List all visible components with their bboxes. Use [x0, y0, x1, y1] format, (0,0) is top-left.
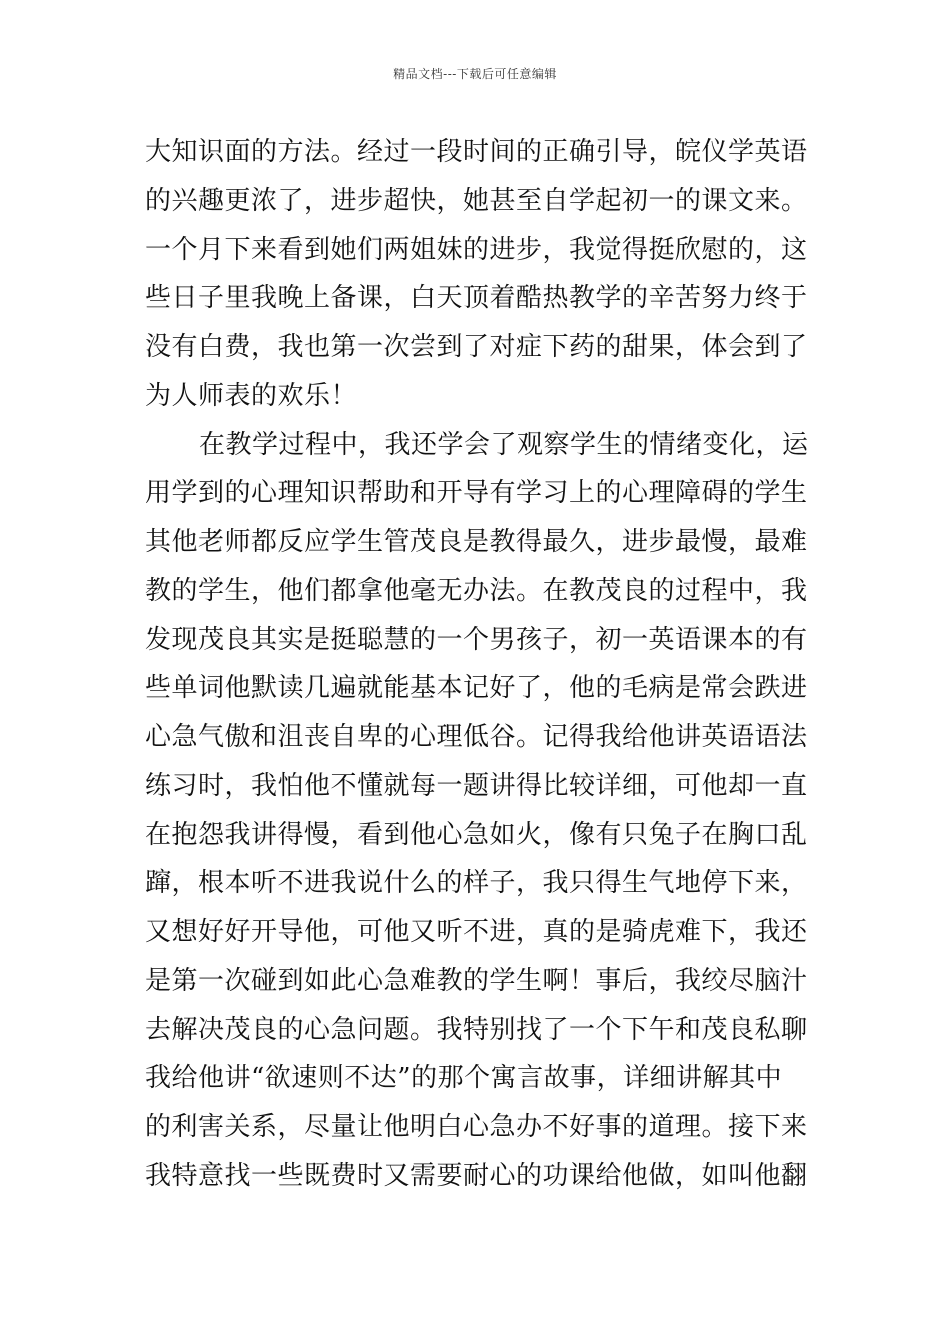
text-line: 没有白费，我也第一次尝到了对症下药的甜果，体会到了: [145, 332, 808, 362]
text-line: 用学到的心理知识帮助和开导有学习上的心理障碍的学生: [145, 478, 808, 509]
text-line: 我特意找一些既费时又需要耐心的功课给他做，如叫他翻: [145, 1160, 808, 1191]
text-line: 去解决茂良的心急问题。我特别找了一个下午和茂良私聊: [145, 1014, 808, 1045]
text-line: 我给他讲“欲速则不达”的那个寓言故事，详细讲解其中: [145, 1063, 783, 1094]
text-line: 在抱怨我讲得慢，看到他心急如火，像有只兔子在胸口乱: [145, 819, 808, 850]
text-line: 练习时，我怕他不懂就每一题讲得比较详细，可他却一直: [145, 770, 808, 801]
text-line: 是第一次碰到如此心急难教的学生啊！事后，我绞尽脑汁: [145, 965, 808, 996]
body-text: [145, 128, 807, 1201]
paragraph-first-line: 在教学过程中，我还学会了观察学生的情绪变化，运: [199, 429, 809, 460]
page-header: 精品文档---下载后可任意编辑: [393, 67, 557, 81]
text-line: 发现茂良其实是挺聪慧的一个男孩子，初一英语课本的有: [145, 624, 808, 655]
text-line: 的兴趣更浓了，进步超快，她甚至自学起初一的课文来。: [145, 185, 808, 216]
text-line: 一个月下来看到她们两姐妹的进步，我觉得挺欣慰的，这: [145, 234, 808, 265]
text-line: 些日子里我晚上备课，白天顶着酷热教学的辛苦努力终于: [145, 283, 808, 314]
text-line: 又想好好开导他，可他又听不进，真的是骑虎难下，我还: [145, 917, 808, 947]
text-line: 些单词他默读几遍就能基本记好了，他的毛病是常会跌进: [145, 673, 808, 704]
text-line: 其他老师都反应学生管茂良是教得最久，进步最慢，最难: [145, 527, 808, 557]
text-line: 大知识面的方法。经过一段时间的正确引导，皖仪学英语: [145, 137, 808, 167]
text-line: 为人师表的欢乐！: [145, 380, 358, 411]
text-line: 教的学生，他们都拿他毫无办法。在教茂良的过程中，我: [145, 575, 808, 606]
text-line: 的利害关系，尽量让他明白心急办不好事的道理。接下来: [145, 1112, 808, 1142]
text-line: 蹿，根本听不进我说什么的样子，我只得生气地停下来，: [145, 868, 808, 899]
text-line: 心急气傲和沮丧自卑的心理低谷。记得我给他讲英语语法: [145, 722, 808, 752]
